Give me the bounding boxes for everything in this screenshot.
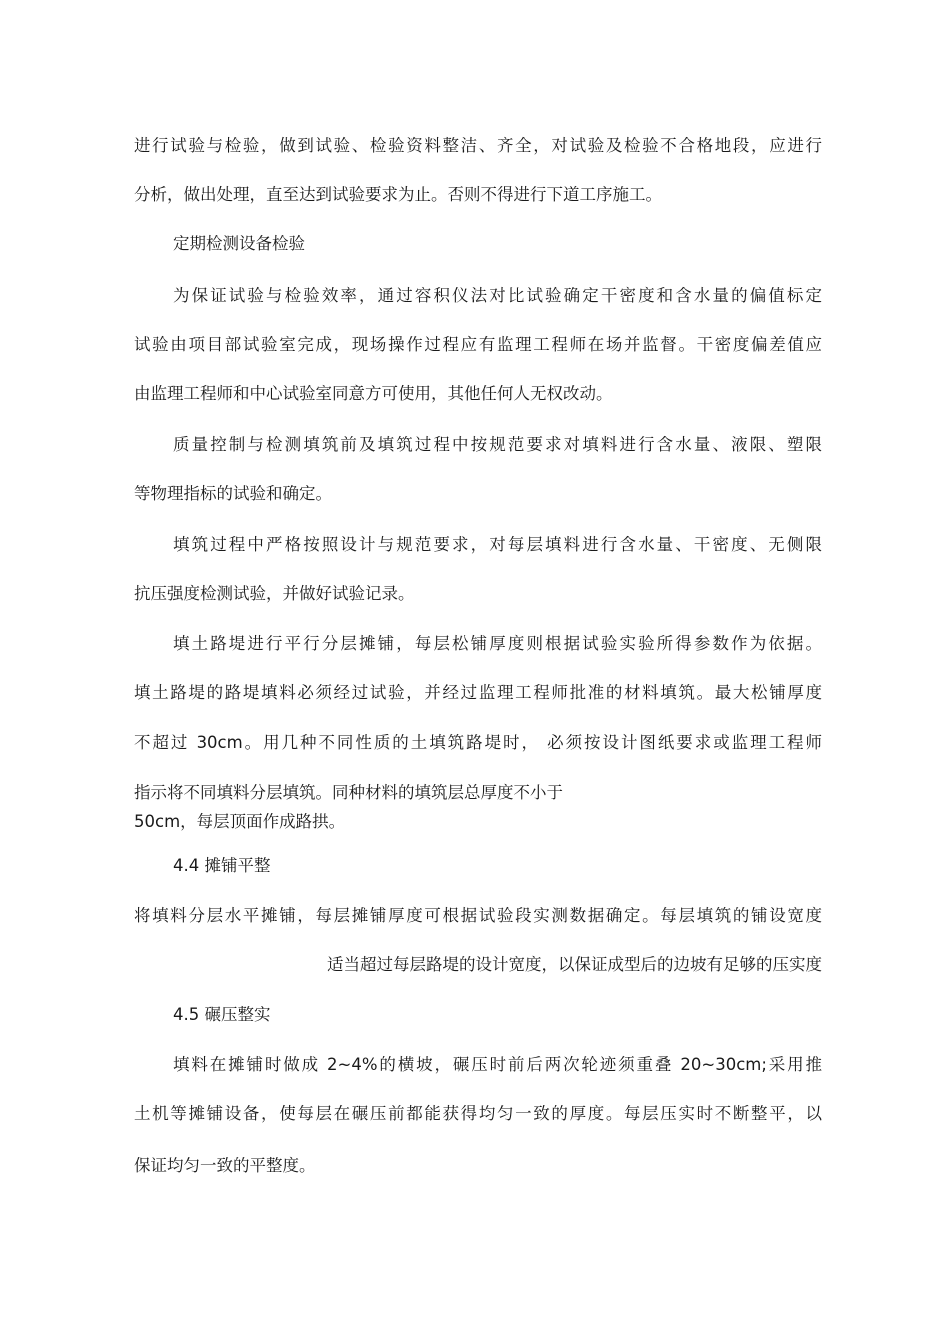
text-line-9: 填筑过程中严格按照设计与规范要求，对每层填料进行含水量、干密度、无侧限 [173,535,822,554]
text-line-13: 不超过 30cm。用几种不同性质的土填筑路堤时， 必须按设计图纸要求或监理工程师 [134,733,822,752]
text-line-6: 由监理工程师和中心试验室同意方可使用，其他任何人无权改动。 [134,384,613,403]
text-line-8: 等物理指标的试验和确定。 [134,484,332,503]
text-line-5: 试验由项目部试验室完成，现场操作过程应有监理工程师在场并监督。干密度偏差值应 [134,335,822,354]
text-line-2: 分析，做出处理，直至达到试验要求为止。否则不得进行下道工序施工。 [134,185,662,204]
text-line-7: 质量控制与检测填筑前及填筑过程中按规范要求对填料进行含水量、液限、塑限 [173,435,822,454]
text-line-15: 50cm，每层顶面作成路拱。 [134,812,346,831]
text-line-20: 填料在摊铺时做成 2~4%的横坡，碾压时前后两次轮迹须重叠 20~30cm;采用推 [173,1055,822,1074]
text-line-12: 填土路堤的路堤填料必须经过试验，并经过监理工程师批准的材料填筑。最大松铺厚度 [134,683,822,702]
text-line-17: 将填料分层水平摊铺，每层摊铺厚度可根据试验段实测数据确定。每层填筑的铺设宽度 [134,906,822,925]
text-line-21: 土机等摊铺设备，使每层在碾压前都能获得均匀一致的厚度。每层压实时不断整平，以 [134,1104,822,1123]
text-line-22: 保证均匀一致的平整度。 [134,1156,316,1175]
text-line-11: 填土路堤进行平行分层摊铺，每层松铺厚度则根据试验实验所得参数作为依据。 [173,634,822,653]
text-line-10: 抗压强度检测试验，并做好试验记录。 [134,584,415,603]
text-line-14: 指示将不同填料分层填筑。同种材料的填筑层总厚度不小于 [134,783,563,802]
section-heading-equipment: 定期检测设备检验 [173,234,305,253]
text-line-1: 进行试验与检验，做到试验、检验资料整洁、齐全，对试验及检验不合格地段，应进行 [134,136,822,155]
section-heading-4-4: 4.4 摊铺平整 [173,856,271,875]
section-heading-4-5: 4.5 碾压整实 [173,1005,271,1024]
text-line-18: 适当超过每层路堤的设计宽度，以保证成型后的边坡有足够的压实度 [327,955,822,974]
text-line-4: 为保证试验与检验效率，通过容积仪法对比试验确定干密度和含水量的偏值标定 [173,286,822,305]
